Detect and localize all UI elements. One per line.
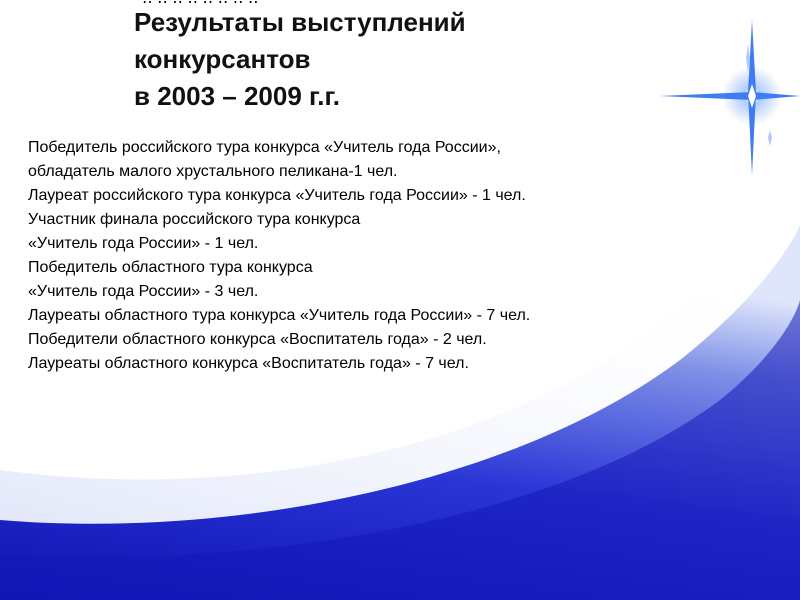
result-line: Лауреаты областного конкурса «Воспитатель года» - 7 чел. — [28, 355, 469, 372]
title-line: в 2003 – 2009 г.г. — [134, 81, 340, 111]
title-line: конкурсантов — [134, 44, 311, 74]
result-line: Победитель областного тура конкурса — [28, 259, 313, 276]
result-line: «Учитель года России» - 3 чел. — [28, 283, 259, 300]
result-line: Участник финала российского тура конкурса — [28, 211, 361, 228]
result-line: Лауреаты областного тура конкурса «Учитель года России» - 7 чел. — [28, 307, 531, 324]
title-line: Результаты выступлений — [134, 7, 466, 37]
results-list — [28, 136, 530, 376]
result-line: Победители областного конкурса «Воспитатель года» - 2 чел. — [28, 331, 487, 348]
sparkle-icon — [660, 20, 800, 175]
slide-title — [134, 4, 466, 115]
result-line: Лауреат российского тура конкурса «Учитель года России» - 1 чел. — [28, 187, 526, 204]
result-line: обладатель малого хрустального пеликана-1 чел. — [28, 163, 398, 180]
result-line: «Учитель года России» - 1 чел. — [28, 235, 259, 252]
result-line: Победитель российского тура конкурса «Учитель года России», — [28, 139, 501, 156]
